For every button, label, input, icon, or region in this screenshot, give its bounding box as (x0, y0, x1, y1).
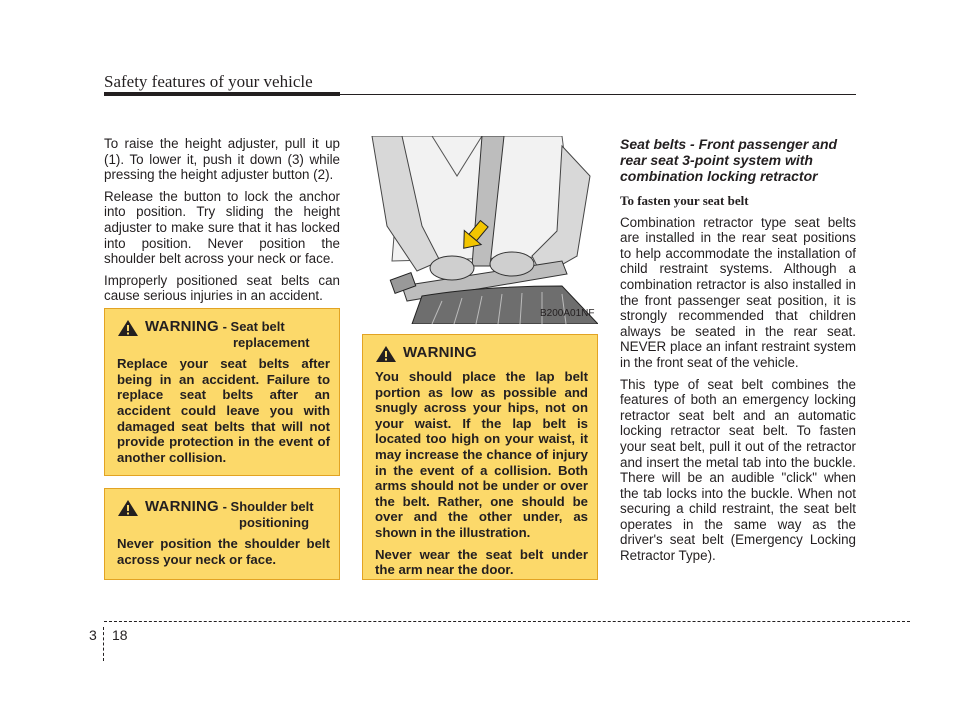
page-header-title: Safety features of your vehicle (104, 72, 313, 91)
warning-subtitle: - Shoulder belt (222, 499, 314, 514)
warning-title: WARNING (145, 498, 219, 515)
section-subheading: To fasten your seat belt (620, 193, 749, 208)
warning-box-lap-belt (362, 334, 598, 580)
paragraph: Release the button to lock the anchor into position. Try sliding the height adjuster to make sure that it has locked into position. Never position the shoulder belt across your neck or face. (104, 188, 340, 267)
warning-box-shoulder-belt (104, 488, 340, 580)
warning-subtitle-line2: replacement (233, 334, 310, 350)
chapter-number: 3 (89, 627, 97, 643)
warning-body: Never wear the seat belt under the arm near the door. (375, 546, 588, 578)
section-heading: Seat belts - Front passenger and rear seat 3-point system with combination locking retractor (620, 136, 838, 184)
warning-triangle-icon (375, 345, 397, 363)
warning-triangle-icon (117, 499, 139, 517)
warning-body: Never position the shoulder belt across your neck or face. (117, 536, 330, 567)
warning-body: Replace your seat belts after being in an accident. Failure to replace seat belts after an accident could leave you with damaged seat belts that will not provide protection in the event of another collision. (117, 356, 330, 465)
warning-header (375, 345, 588, 363)
warning-body: You should place the lap belt portion as low as possible and snugly across your hips, not on your waist. If the lap belt is located too high on your waist, it may increase the chance of injury in the event of a collision. Both arms should not be under or over the belt. Rather, one should be over and the other under, as shown in the illustration. (375, 369, 588, 540)
paragraph: This type of seat belt combines the features of both an emergency locking retractor seat belt and an automatic locking retractor seat belt. To fasten your seat belt, pull it out of the retractor and insert the metal tab into the buckle. There will be an audible "click" when the tab locks into the buckle. When not securing a child restraint, the seat belt operates in the same way as the driver's seat belt (Emergency Locking Retractor Type). (620, 376, 856, 564)
paragraph: To raise the height adjuster, pull it up (1). To lower it, push it down (3) while pressing the height adjuster button (2). (104, 136, 340, 183)
footer-divider (103, 627, 104, 661)
warning-subtitle-line2: positioning (239, 514, 310, 530)
header-rule (340, 94, 856, 95)
warning-header (117, 499, 330, 530)
header-bar (104, 92, 340, 96)
warning-box-belt-replacement (104, 308, 340, 476)
warning-subtitle: - Seat belt (222, 319, 285, 334)
warning-title: WARNING (403, 344, 477, 361)
footer-rule (104, 621, 910, 622)
right-column (620, 136, 856, 570)
paragraph: Combination retractor type seat belts are installed in the rear seat positions to help accommodate the installation of child restraint systems. Although a combination retractor is also installed in the front passenger seat position, it is strongly recommended that children always be seated in the rear seat. NEVER place an infant restraint system in the front seat of the vehicle. (620, 214, 856, 370)
illustration-code: B200A01NF (540, 308, 595, 319)
warning-triangle-icon (117, 319, 139, 337)
paragraph: Improperly positioned seat belts can cause serious injuries in an accident. (104, 272, 340, 304)
seat-belt-illustration (362, 136, 598, 324)
warning-header (117, 319, 330, 350)
page-number: 18 (112, 627, 128, 643)
left-column (104, 136, 340, 310)
warning-title: WARNING (145, 318, 219, 335)
